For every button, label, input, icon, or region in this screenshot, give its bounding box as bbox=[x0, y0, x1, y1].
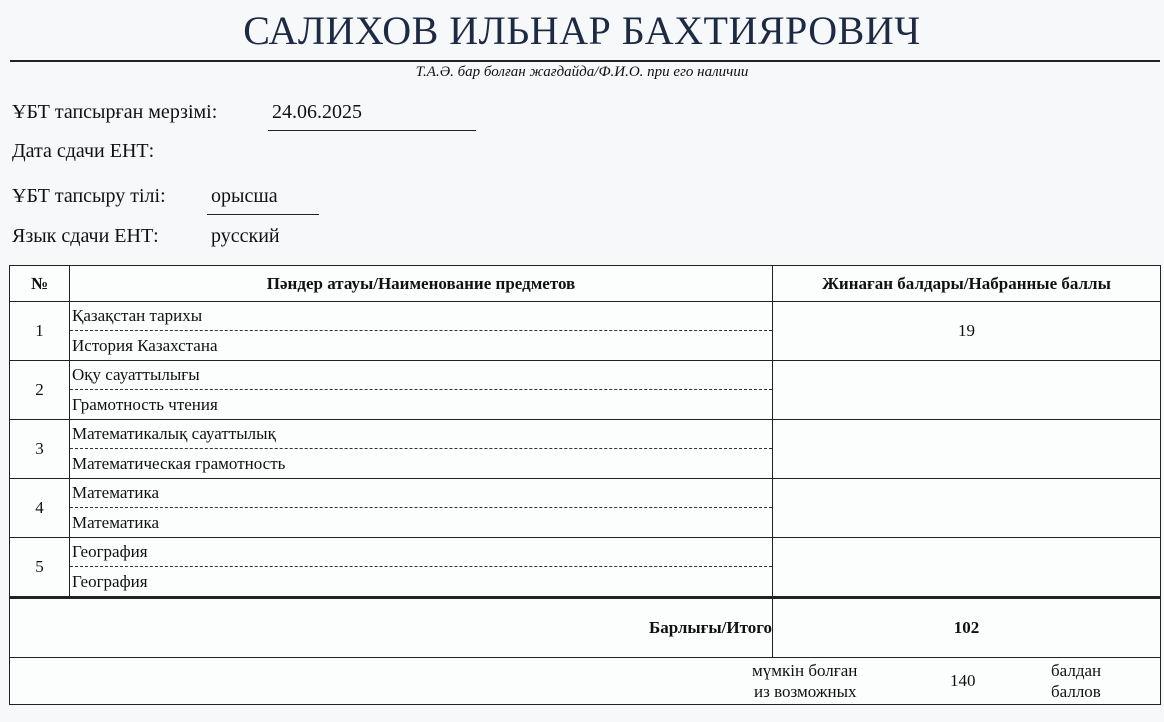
subject-score bbox=[773, 479, 1161, 538]
row-num: 1 bbox=[10, 302, 70, 361]
subjects-table bbox=[9, 265, 1161, 705]
table-row bbox=[10, 538, 1161, 598]
row-num: 3 bbox=[10, 420, 70, 479]
subject-cell bbox=[70, 479, 773, 538]
header-score: Жинаған балдары/Набранные баллы bbox=[773, 266, 1161, 302]
subject-name-kk: Математикалық сауаттылық bbox=[70, 420, 772, 449]
subject-name-kk: Математика bbox=[70, 479, 772, 508]
table-row bbox=[10, 361, 1161, 420]
student-full-name: САЛИХОВ ИЛЬНАР БАХТИЯРОВИЧ bbox=[243, 8, 921, 53]
total-row bbox=[10, 598, 1161, 658]
exam-language-label-ru: Язык сдачи ЕНТ: bbox=[12, 225, 159, 247]
header-num: № bbox=[10, 266, 70, 302]
subject-cell bbox=[70, 420, 773, 479]
row-num: 4 bbox=[10, 479, 70, 538]
subject-score: 19 bbox=[773, 302, 1161, 361]
table-header-row bbox=[10, 266, 1161, 302]
exam-date-underline bbox=[268, 130, 476, 131]
name-caption: Т.А.Ә. бар болған жағдайда/Ф.И.О. при его наличии bbox=[415, 64, 749, 80]
subject-score bbox=[773, 361, 1161, 420]
subject-cell bbox=[70, 538, 773, 598]
table-row bbox=[10, 420, 1161, 479]
row-num: 2 bbox=[10, 361, 70, 420]
possible-cell bbox=[10, 658, 1161, 705]
row-num: 5 bbox=[10, 538, 70, 598]
subject-cell bbox=[70, 302, 773, 361]
table-row bbox=[10, 479, 1161, 538]
table-row bbox=[10, 302, 1161, 361]
possible-unit-ru: баллов bbox=[1051, 682, 1101, 701]
possible-max-score: 140 bbox=[950, 671, 976, 690]
subject-score bbox=[773, 420, 1161, 479]
possible-row bbox=[10, 658, 1161, 705]
exam-language-underline bbox=[207, 214, 319, 215]
subject-name-kk: Оқу сауаттылығы bbox=[70, 361, 772, 390]
subject-name-ru: Математика bbox=[72, 513, 160, 532]
possible-label-ru: из возможных bbox=[754, 682, 857, 701]
header-subject: Пәндер атауы/Наименование предметов bbox=[70, 266, 773, 302]
exam-date-label-ru: Дата сдачи ЕНТ: bbox=[12, 140, 155, 162]
subject-cell bbox=[70, 361, 773, 420]
total-score: 102 bbox=[773, 598, 1161, 658]
exam-language-value-ru: русский bbox=[211, 225, 280, 247]
subject-name-kk: География bbox=[70, 538, 772, 567]
exam-language-label-kk: ҰБТ тапсыру тілі: bbox=[12, 185, 166, 207]
name-underline bbox=[10, 60, 1160, 62]
exam-date-label-kk: ҰБТ тапсырған мерзімі: bbox=[12, 101, 218, 123]
subject-name-ru: Грамотность чтения bbox=[72, 395, 218, 414]
total-label: Барлығы/Итого bbox=[10, 598, 773, 658]
exam-date-value: 24.06.2025 bbox=[272, 101, 362, 123]
subject-name-ru: История Казахстана bbox=[72, 336, 218, 355]
exam-language-value-kk: орысша bbox=[211, 185, 278, 207]
subject-name-kk: Қазақстан тарихы bbox=[70, 302, 772, 331]
possible-unit-kk: балдан bbox=[1051, 661, 1102, 680]
subject-name-ru: Математическая грамотность bbox=[72, 454, 286, 473]
possible-label-kk: мүмкін болған bbox=[752, 661, 858, 680]
subject-score bbox=[773, 538, 1161, 598]
subject-name-ru: География bbox=[72, 572, 148, 591]
